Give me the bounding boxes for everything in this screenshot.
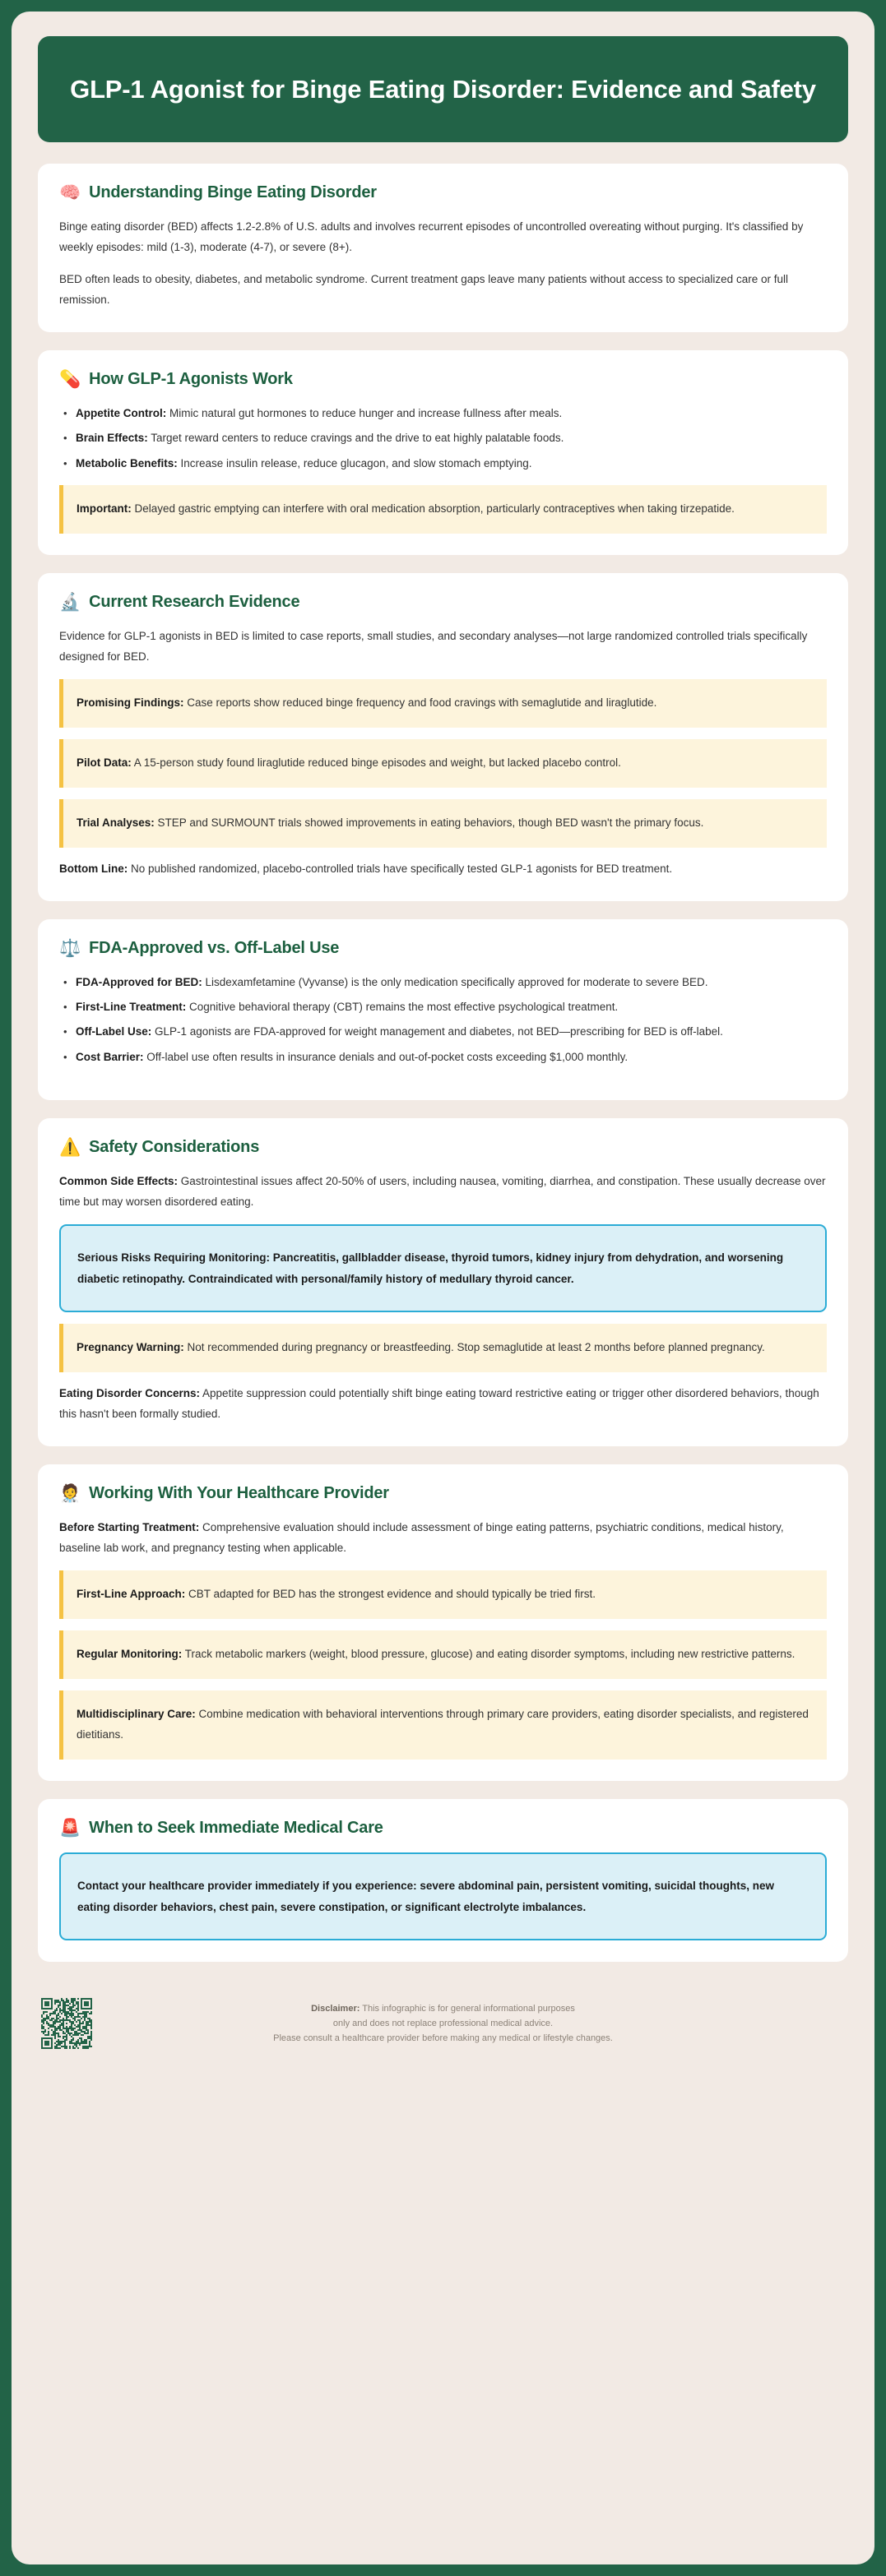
callout-text: Delayed gastric emptying can interfere with oral medication absorption, particularly contraceptives when taking tirzepatide.: [131, 502, 735, 515]
list-item-text: Increase insulin release, reduce glucagon, and slow stomach emptying.: [177, 456, 532, 469]
microscope-icon: 🔬: [59, 592, 81, 612]
callout-text: Combine medication with behavioral interventions through primary care providers, eating disorder specialists, and registered dietitians.: [77, 1707, 809, 1741]
list-item: [59, 973, 827, 992]
lead-paragraph: [59, 1518, 827, 1559]
callout-label: Promising Findings:: [77, 696, 184, 709]
section-card-understanding-bed: [38, 164, 848, 332]
qr-code[interactable]: [41, 1998, 92, 2049]
summary-paragraph-text: Appetite suppression could potentially shift binge eating toward restrictive eating or trigger other disordered behaviors, though this hasn't been formally studied.: [59, 1387, 819, 1421]
callout-text: Case reports show reduced binge frequency and food cravings with semaglutide and liraglutide.: [183, 696, 657, 709]
section-header: [59, 939, 827, 958]
disclaimer-text: [92, 2001, 845, 2046]
summary-paragraph: [59, 1384, 827, 1425]
infographic-sheet: [12, 12, 874, 2564]
summary-paragraph-label: Eating Disorder Concerns:: [59, 1387, 201, 1400]
callout-text: Track metabolic markers (weight, blood pressure, glucose) and eating disorder symptoms, including new restrictive patterns.: [182, 1647, 796, 1660]
callout-label: Regular Monitoring:: [77, 1647, 183, 1660]
list-item: [59, 1022, 827, 1042]
callout-box: [59, 485, 827, 534]
callout-text: STEP and SURMOUNT trials showed improvements in eating behaviors, though BED wasn't the primary focus.: [154, 816, 704, 829]
sections-container: [38, 164, 848, 1980]
list-item-text: Lisdexamfetamine (Vyvanse) is the only medication specifically approved for moderate to severe BED.: [202, 975, 708, 988]
lead-paragraph: [59, 1172, 827, 1213]
section-title: Safety Considerations: [89, 1137, 260, 1156]
health-worker-icon: 🧑‍⚕️: [59, 1484, 81, 1504]
footer: [38, 1983, 848, 2056]
list-item-label: Off-Label Use:: [76, 1025, 152, 1038]
section-header: [59, 1138, 827, 1157]
list-item-text: Cognitive behavioral therapy (CBT) remains the most effective psychological treatment.: [186, 1001, 619, 1014]
section-header: [59, 1819, 827, 1838]
callout-box: [59, 799, 827, 848]
warning-triangle-icon: ⚠️: [59, 1137, 81, 1157]
section-title: Current Research Evidence: [89, 592, 300, 611]
bullet-list: [59, 973, 827, 1067]
summary-paragraph-label: Bottom Line:: [59, 862, 128, 875]
callout-label: Pregnancy Warning:: [77, 1341, 184, 1354]
lead-paragraph-label: Before Starting Treatment:: [59, 1521, 200, 1534]
section-header: [59, 370, 827, 389]
bullet-list: [59, 404, 827, 474]
callout-label: Pilot Data:: [77, 756, 132, 769]
callout-box: [59, 679, 827, 728]
callout-box: [59, 1570, 827, 1619]
pill-icon: 💊: [59, 370, 81, 390]
callout-label: Important:: [77, 502, 132, 515]
section-card-current-research-evidence: [38, 573, 848, 901]
section-title: How GLP-1 Agonists Work: [89, 370, 293, 389]
section-header: [59, 1484, 827, 1503]
callout-text: Not recommended during pregnancy or breastfeeding. Stop semaglutide at least 2 months before planned pregnancy.: [183, 1341, 765, 1354]
header-banner: [38, 36, 848, 142]
siren-icon: 🚨: [59, 1818, 81, 1838]
disclaimer-line-2: only and does not replace professional medical advice.: [332, 2019, 554, 2029]
balance-scale-icon: ⚖️: [59, 938, 81, 958]
callout-text: CBT adapted for BED has the strongest evidence and should typically be tried first.: [185, 1587, 596, 1600]
section-header: [59, 183, 827, 202]
paragraph: Evidence for GLP-1 agonists in BED is limited to case reports, small studies, and secondary analyses—not large randomized controlled trials specifically designed for BED.: [59, 629, 808, 663]
alert-box: Contact your healthcare provider immediately if you experience: severe abdominal pain, persistent vomiting, suicidal thoughts, new eating disorder behaviors, chest pain, severe constipation, or significant electrolyte imbalances.: [59, 1852, 827, 1940]
list-item-label: Cost Barrier:: [76, 1050, 144, 1063]
page-title: GLP-1 Agonist for Binge Eating Disorder: Evidence and Safety: [70, 75, 816, 104]
list-item-label: Appetite Control:: [76, 407, 167, 420]
paragraph: BED often leads to obesity, diabetes, and metabolic syndrome. Current treatment gaps leave many patients without access to specialized care or full remission.: [59, 273, 788, 307]
callout-text: A 15-person study found liraglutide reduced binge episodes and weight, but lacked placebo control.: [131, 756, 621, 769]
paragraph: Binge eating disorder (BED) affects 1.2-2.8% of U.S. adults and involves recurrent episodes of uncontrolled overeating without purging. It's classified by weekly episodes: mild (1-3), moderate (4-7), or severe (8+).: [59, 220, 804, 254]
section-header: [59, 593, 827, 612]
disclaimer-line-1: This infographic is for general informational purposes: [360, 2003, 575, 2014]
callout-label: First-Line Approach:: [77, 1587, 186, 1600]
disclaimer-line-3: Please consult a healthcare provider before making any medical or lifestyle changes.: [273, 2033, 613, 2044]
callout-box: [59, 1690, 827, 1760]
disclaimer-label: Disclaimer:: [311, 2003, 360, 2014]
section-card-how-glp1-works: [38, 350, 848, 555]
lead-paragraph-label: Common Side Effects:: [59, 1174, 179, 1187]
list-item: [59, 404, 827, 423]
callout-box: [59, 739, 827, 788]
list-item-label: Metabolic Benefits:: [76, 456, 178, 469]
list-item-text: GLP-1 agonists are FDA-approved for weight management and diabetes, not BED—prescribing for BED is off-label.: [151, 1025, 723, 1038]
callout-box: [59, 1324, 827, 1372]
callout-label: Multidisciplinary Care:: [77, 1707, 196, 1720]
list-item-label: FDA-Approved for BED:: [76, 975, 202, 988]
section-title: When to Seek Immediate Medical Care: [89, 1818, 383, 1837]
callout-label: Trial Analyses:: [77, 816, 155, 829]
section-card-seek-immediate-care: [38, 1799, 848, 1962]
lead-paragraph-text: Gastrointestinal issues affect 20-50% of users, including nausea, vomiting, diarrhea, and constipation. These usually decrease over time but may worsen disordered eating.: [59, 1174, 826, 1208]
section-title: Understanding Binge Eating Disorder: [89, 183, 377, 202]
list-item-text: Off-label use often results in insurance denials and out-of-pocket costs exceeding $1,000 monthly.: [143, 1050, 629, 1063]
section-card-working-with-provider: [38, 1464, 848, 1781]
list-item-text: Mimic natural gut hormones to reduce hunger and increase fullness after meals.: [166, 407, 563, 420]
section-title: Working With Your Healthcare Provider: [89, 1484, 389, 1503]
summary-paragraph-text: No published randomized, placebo-controlled trials have specifically tested GLP-1 agonists for BED treatment.: [128, 862, 673, 875]
summary-paragraph: [59, 859, 827, 880]
list-item-label: Brain Effects:: [76, 432, 148, 445]
alert-box: Serious Risks Requiring Monitoring: Pancreatitis, gallbladder disease, thyroid tumors, kidney injury from dehydration, and worsening diabetic retinopathy. Contraindicated with personal/family history of medullary thyroid cancer.: [59, 1224, 827, 1312]
lead-paragraph-text: Comprehensive evaluation should include assessment of binge eating patterns, psychiatric conditions, medical history, baseline lab work, and pregnancy testing when applicable.: [59, 1521, 784, 1555]
list-item-text: Target reward centers to reduce cravings and the drive to eat highly palatable foods.: [147, 432, 564, 445]
section-card-fda-approved-vs-off-label: [38, 919, 848, 1100]
callout-box: [59, 1630, 827, 1679]
section-card-safety-considerations: [38, 1118, 848, 1446]
list-item-label: First-Line Treatment:: [76, 1001, 187, 1014]
section-title: FDA-Approved vs. Off-Label Use: [89, 938, 340, 957]
brain-icon: 🧠: [59, 183, 81, 203]
list-item: [59, 997, 827, 1017]
list-item: [59, 428, 827, 448]
list-item: [59, 1048, 827, 1067]
list-item: [59, 454, 827, 474]
